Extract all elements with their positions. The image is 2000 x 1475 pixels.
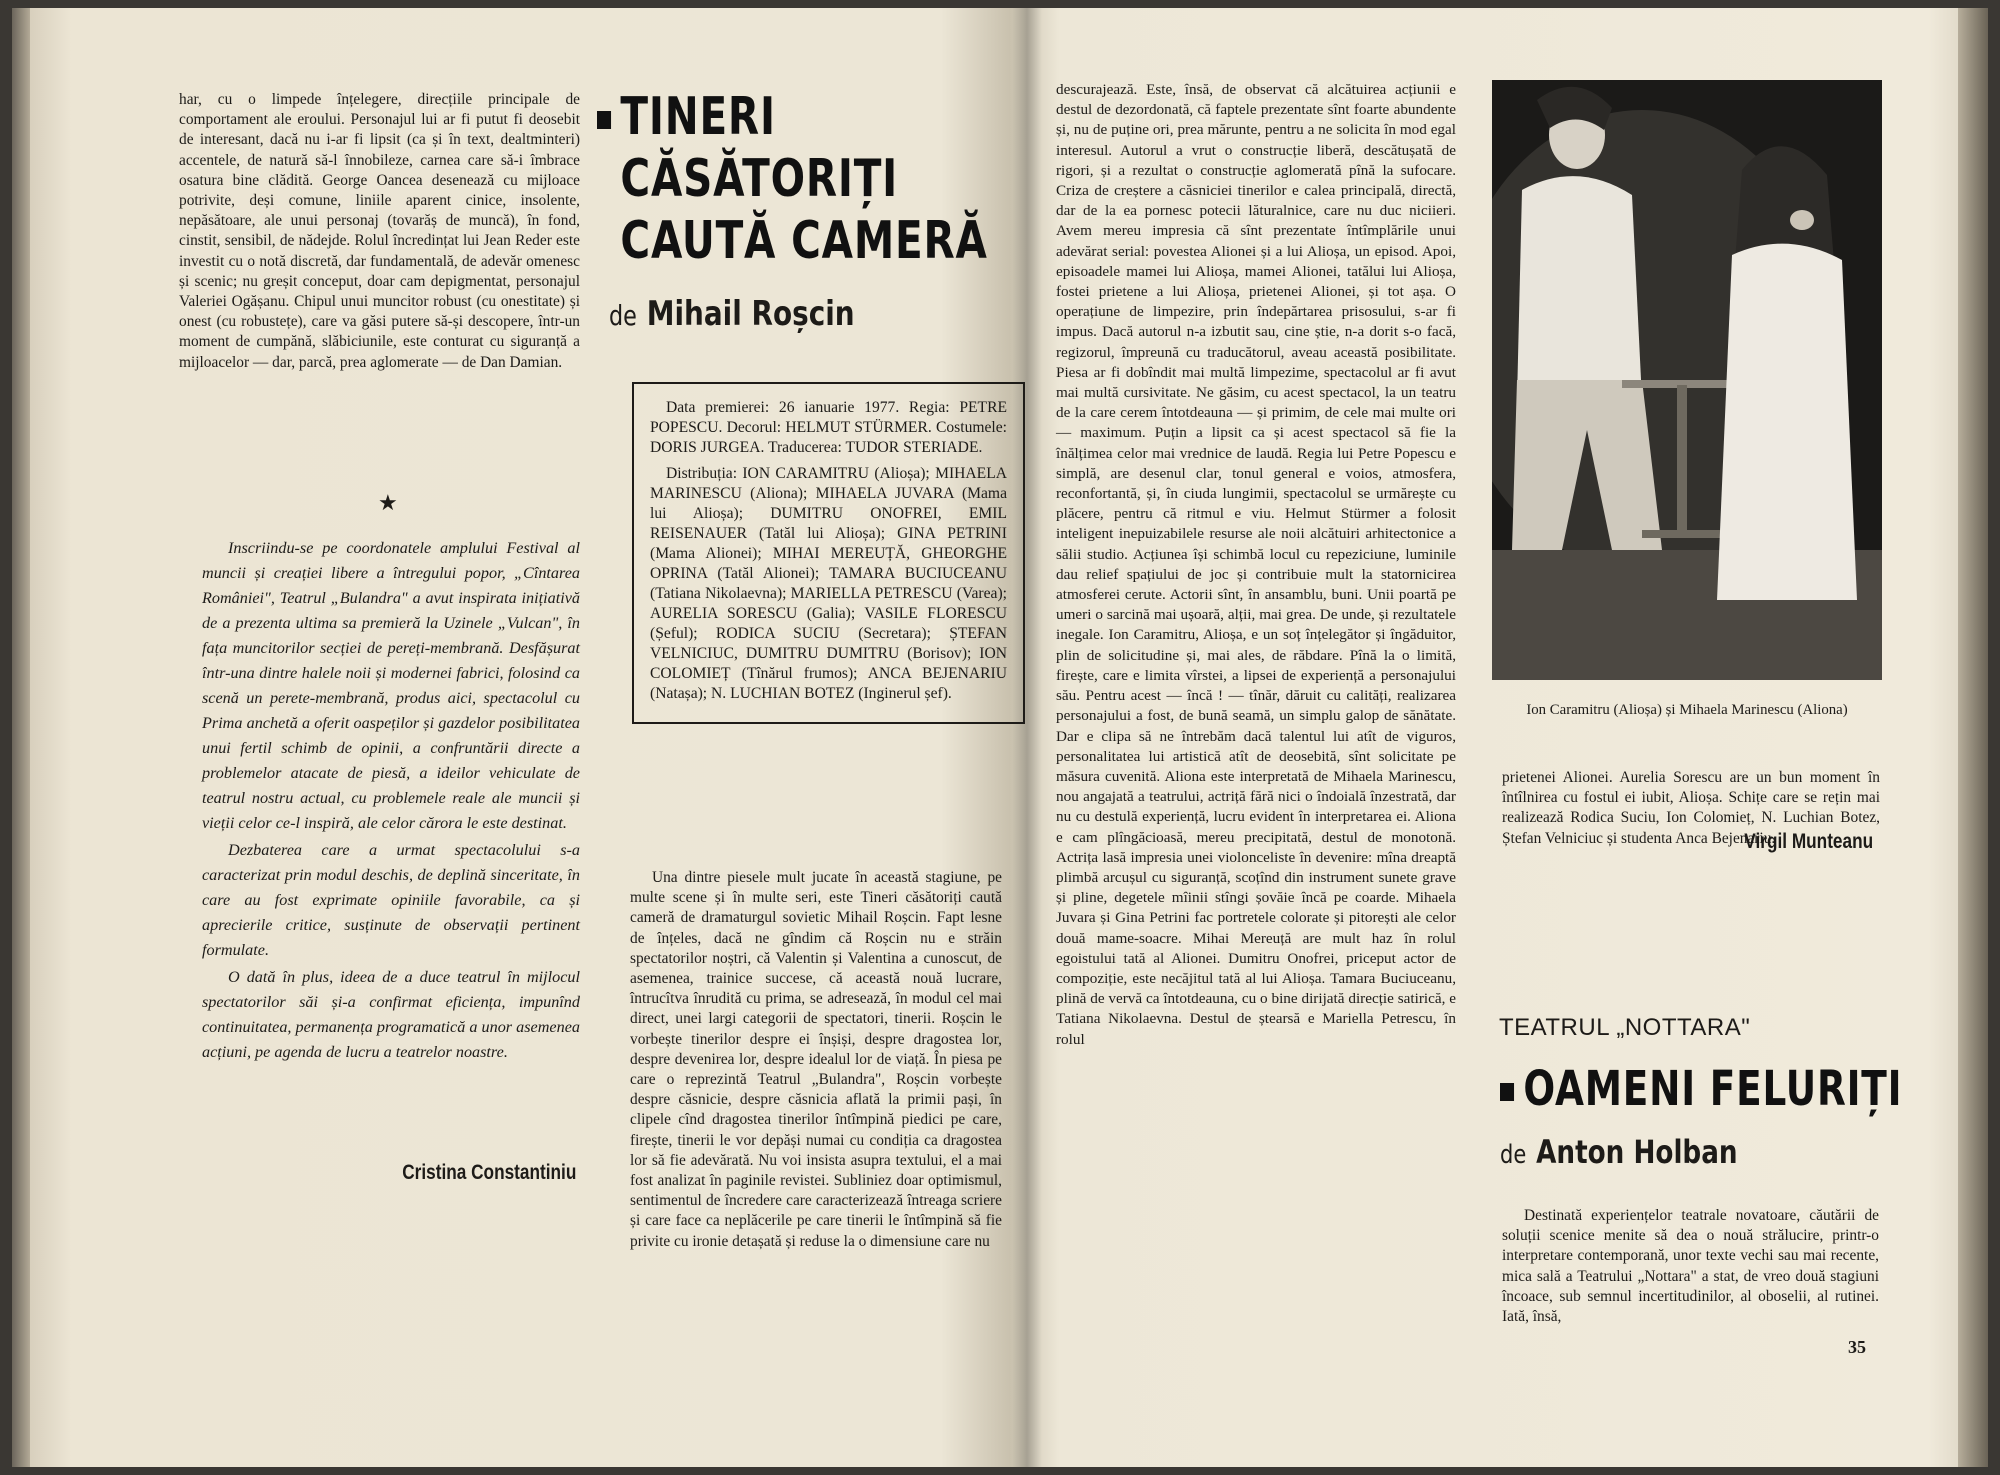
signature-cristina: Cristina Constantiniu	[401, 1161, 576, 1184]
title-bullet	[597, 111, 611, 129]
review-paragraph: Una dintre piesele mult jucate în această stagiune, pe multe scene și în multe seri, este Tineri căsătoriți caută cameră de dramaturgul sovietic Mihail Roșcin. Fapt lesne de înțeles, dacă ne gîndim că Roșcin nu e străin spectatorilor noștri, că Valentin și Valentina a cunoscut, de asemenea, trainice succese, că această nouă lucrare, întrucîtva înrudită cu prima, se adresează, în modul cel mai direct, unei largi categorii de spectatori, tinerii. Roșcin le vorbește tinerilor despre ei înșiși, despre dragostea lor, despre devenirea lor, despre idealul lor de viață. În piesa pe care o reprezintă Teatrul „Bulandra", Roșcin vorbește despre căsnicie, despre căsnicia aflată la primii pași, în clipele cînd dragostea tinerilor întîmpină piedici pe care, firește, tinerii le vor depăși numai cu condiția ca dragostea lor să fie adevărată. Nu voi insista asupra textului, el a mai fost analizat în paginile revistei. Subliniez doar optimismul, sentimentul de încredere care caracterizează întreaga scriere și care face ca neplăcerile pe care tinerii le întîmpină să fie privite cu ironie detașată și reduse la o dimensiune care nu	[630, 869, 1002, 1250]
byline-holban: de Anton Holban	[1500, 1133, 1738, 1171]
magazine-spread	[12, 8, 1988, 1467]
signature-virgil: Virgil Munteanu	[1744, 830, 1873, 853]
author-name: Anton Holban	[1536, 1133, 1738, 1171]
book-edge-left	[12, 8, 30, 1467]
italic-note	[202, 536, 580, 1067]
review-column-right	[1056, 80, 1456, 1058]
credits-paragraph: Data premierei: 26 ianuarie 1977. Regia: PETRE POPESCU. Decorul: HELMUT STÜRMER. Costumele: DORIS JURGEA. Traducerea: TUDOR STERIADE.	[650, 399, 1007, 456]
book-edge-right	[1958, 8, 1988, 1467]
italic-paragraph: Inscriindu-se pe coordonatele amplului Festival al muncii și creației libere a întregului popor, „Cîntarea României", Teatrul „Bulandra" a avut inspirata inițiativă de a prezenta ultima sa premieră la Uzinele „Vulcan", în fața muncitorilor secției de pereți-membrană. Desfășurat într-una dintre halele noii și modernei fabrici, folosind ca scenă un perete-membrană, produs aici, spectacolul cu Prima anchetă a oferit oaspeților și gazdelor posibilitatea unui fertil schimb de opinii, a confruntării directe a problemelor atacate de piesă, a ideilor vehiculate de teatrul nostru actual, cu problemele reale ale muncii și vieții celor ce-l inspiră, ale celor cărora le este destinat.	[202, 539, 580, 832]
title-line: CĂSĂTORIȚI	[620, 149, 899, 209]
title-bullet	[1500, 1083, 1514, 1101]
left-column-paragraph: har, cu o limpede înțelegere, direcțiile principale de comportament ale eroului. Personajul lui ar fi putut fi deosebit de interesant, dacă nu i-ar fi lipsit (ca și în text, dealtminteri) accentele, de natură să-l înnobileze, carnea care să-i îmbrace osatura bine clădită. George Oancea desenează cu mijloace potrivite, deși comune, liniile aparent cinice, insolente, nepăsătoare, ale unui personaj (tovarăș de muncă), în fond, cinstit, sensibil, de nădejde. Rolul încredințat lui Jean Reder este investit cu o notă discretă, dar fundamentală, de adevăr omenesc și scenic; nu greșit conceput, doar cam depigmentat, personajul Valeriei Ogășanu. Chipul unui muncitor robust (cu onestitate) și onest (cu robustețe), care va găsi putere să-și descopere, într-un moment de cumpănă, slăbiciunile, este conturat cu siguranță a mijloacelor — dar, parcă, prea aglomerate — de Dan Damian.	[179, 91, 580, 371]
italic-paragraph: O dată în plus, ideea de a duce teatrul în mijlocul spectatorilor săi și-a confirmat eficiența, impunînd continuitatea, permanența programatică a unor asemenea acțiuni, pe agenda de lucru a teatrelor noastre.	[202, 968, 580, 1061]
review-paragraph: prietenei Alionei. Aurelia Sorescu are un bun moment în întîlnirea cu fostul ei iubit, Alioșa. Schițe care se rețin mai realizează Rodica Suciu, Ion Colomieț, N. Luchian Botez, Ștefan Velniciuc și studenta Anca Bejenariu.	[1502, 769, 1880, 847]
author-name: Mihail Roșcin	[646, 294, 855, 334]
stage-photo	[1492, 80, 1882, 680]
title-line: TINERI	[597, 86, 988, 148]
byline-roscin: de Mihail Roșcin	[609, 294, 855, 334]
italic-paragraph: Dezbaterea care a urmat spectacolului s-a caracterizat prin modul deschis, de deplină sinceritate, în care au fost exprimate opiniile favorabile, ca și aprecierile critice, susținute de observații pertinent formulate.	[202, 841, 580, 959]
cast-paragraph: Distribuția: ION CARAMITRU (Alioșa); MIHAELA MARINESCU (Aliona); MIHAELA JUVARA (Mama lui Alioșa); DUMITRU ONOFREI, EMIL REISENAUER (Tatăl lui Alioșa); GINA PETRINI (Mama Alionei); MIHAI MEREUȚĂ, GHEORGHE OPRINA (Tatăl Alionei); TAMARA BUCIUCEANU (Tatiana Nikolaevna); MARIELLA PETRESCU (Varea); AURELIA SORESCU (Galia); VASILE FLORESCU (Șeful); RODICA SUCIU (Secretara); ȘTEFAN VELNICIUC, DUMITRU DUMITRU (Borisov); ION COLOMIEȚ (Tînărul frumos); ANCA BEJENARIU (Natașa); N. LUCHIAN BOTEZ (Inginerul șef).	[650, 465, 1007, 702]
article-title-tineri	[597, 86, 1098, 272]
intro-column	[1502, 1206, 1879, 1335]
photo-caption: Ion Caramitru (Alioșa) și Mihaela Marinescu (Aliona)	[1526, 702, 1848, 718]
title-line: CAUTĂ CAMERĂ	[620, 211, 988, 271]
section-heading-nottara: TEATRUL „NOTTARA"	[1499, 1014, 1751, 1041]
left-column-text	[179, 90, 580, 381]
page-number: 35	[1848, 1337, 1866, 1357]
article-title-oameni	[1500, 1060, 1988, 1118]
intro-paragraph: Destinată experiențelor teatrale novatoare, căutării de soluții scenice menite să dea o nouă strălucire, printr-o interpretare contemporană, unor texte vechi sau mai recente, mica sală a Teatrului „Nottara" a stat, de vreo două stagiuni încoace, sub semnul incertitudinilor, al oboselii, al rutinei. Iată, însă,	[1502, 1207, 1879, 1326]
photo-illustration	[1492, 80, 1882, 680]
review-paragraph: descurajează. Este, însă, de observat că alcătuirea acțiunii e destul de dezordonată, că faptele prezentate sînt foarte abundente și, nu de puține ori, prea mărunte, pentru a ne solicita în mod egal interesul. Autorul a vrut o construcție liberă, descătușată de rigori, și a rezultat o construcție aglomerată pînă la sufocare. Criza de creștere a căsniciei tinerilor e calea principală, directă, dar de la ea pornesc potecii lăturalnice, care nu duc niciieri. Avem mereu impresia că sînt prezentate întîmplările unui adevărat serial: povestea Alionei și a lui Alioșa, un episod. Apoi, episoadele mamei lui Alioșa, mamei Alionei, tatălui lui Alioșa, fostei prietene a lui Alioșa, prietenei Alionei, și tot așa. O operațiune de limpezire, prin îndepărtarea prisosului, s-ar fi impus. Dacă autorul n-a izbutit sau, cine știe, n-a dorit s-o facă, regizorul, împreună cu traducătorul, aveau această posibilitate. Piesa ar fi dobîndit mai multă limpezime, spectacolul ar fi avut mai multă cursivitate. Ne găsim, cu acest spectacol, la un teatru de la care cerem întotdeauna — și primim, de cele mai multe ori — maximum. Puțin a lipsit ca și acest spectacol să fie la înălțimea celor mai vrednice de laudă. Regia lui Petre Popescu e simplă, are desenul clar, tonul general e voios, atmosfera, reconfortantă, și, în ciuda lungimii, spectacolul se urmărește cu plăcere, pentru că ritmul e viu. Helmut Stürmer a folosit inteligent inepuizabilele resurse ale noii alcătuiri arhitectonice a sălii studio. Acțiunea își schimbă locul cu repeziciune, luminile dau relief spațiului de joc și contribuie mult la statornicirea atmosferei cerute. Actorii sînt, în ansamblu, buni. Unii poartă pe umeri o sarcină mai ușoară, alții, mai grea. De unde, și rezultatele inegale. Ion Caramitru, Alioșa, e un soț înțelegător și îngăduitor, plin de solicitudine și, mai ales, de răbdare. Pînă la o limită, firește, care e limita vîrstei, a lipsei de experiență a personajului său. Pentru acest — încă ! — tînăr, dăruit cu calități, realizarea personajului a fost, de bună seamă, un simplu galop de sănătate. Dar e clipa să ne întrebăm dacă talentul lui atît de viguros, personalitatea lui artistică atît de deosebită, sînt solicitate pe măsura cuvenită. Aliona este interpretată de Mihaela Marinescu, nou angajată a teatrului, actriță fără nici o îndoială înzestrată, dar nu cu destulă experiență, lucru evident în interpretarea ei. Aliona e cam plîngăcioasă, mereu precipitată, destul de monotonă. Actrița lasă impresia unei violonceliste în devenire: mîna dreaptă plimbă arcușul cu siguranță, scoțînd din instrument sunete grave și pline, degetele mîinii stîngi șovăie încă pe coarde. Mihaela Juvara și Gina Petrini fac portretele colorate și pitorești ale celor două mame-soacre. Mihai Mereuță are mult haz în rolul egoistului tată al Alionei. Dumitru Onofrei, priceput actor de compoziție, este necăjitul tată al lui Alioșa. Tamara Buciuceanu, plină de vervă ca întotdeauna, cu o bine dirijată direcție satirică, e Tatiana Nikolaevna. Destul de ștearsă e Mariella Petrescu, în rolul	[1056, 81, 1456, 1048]
title-line: OAMENI FELURIȚI	[1500, 1060, 1902, 1118]
section-star: ★	[378, 490, 398, 515]
review-column-left	[630, 868, 1002, 1260]
credits-box	[632, 382, 1025, 724]
